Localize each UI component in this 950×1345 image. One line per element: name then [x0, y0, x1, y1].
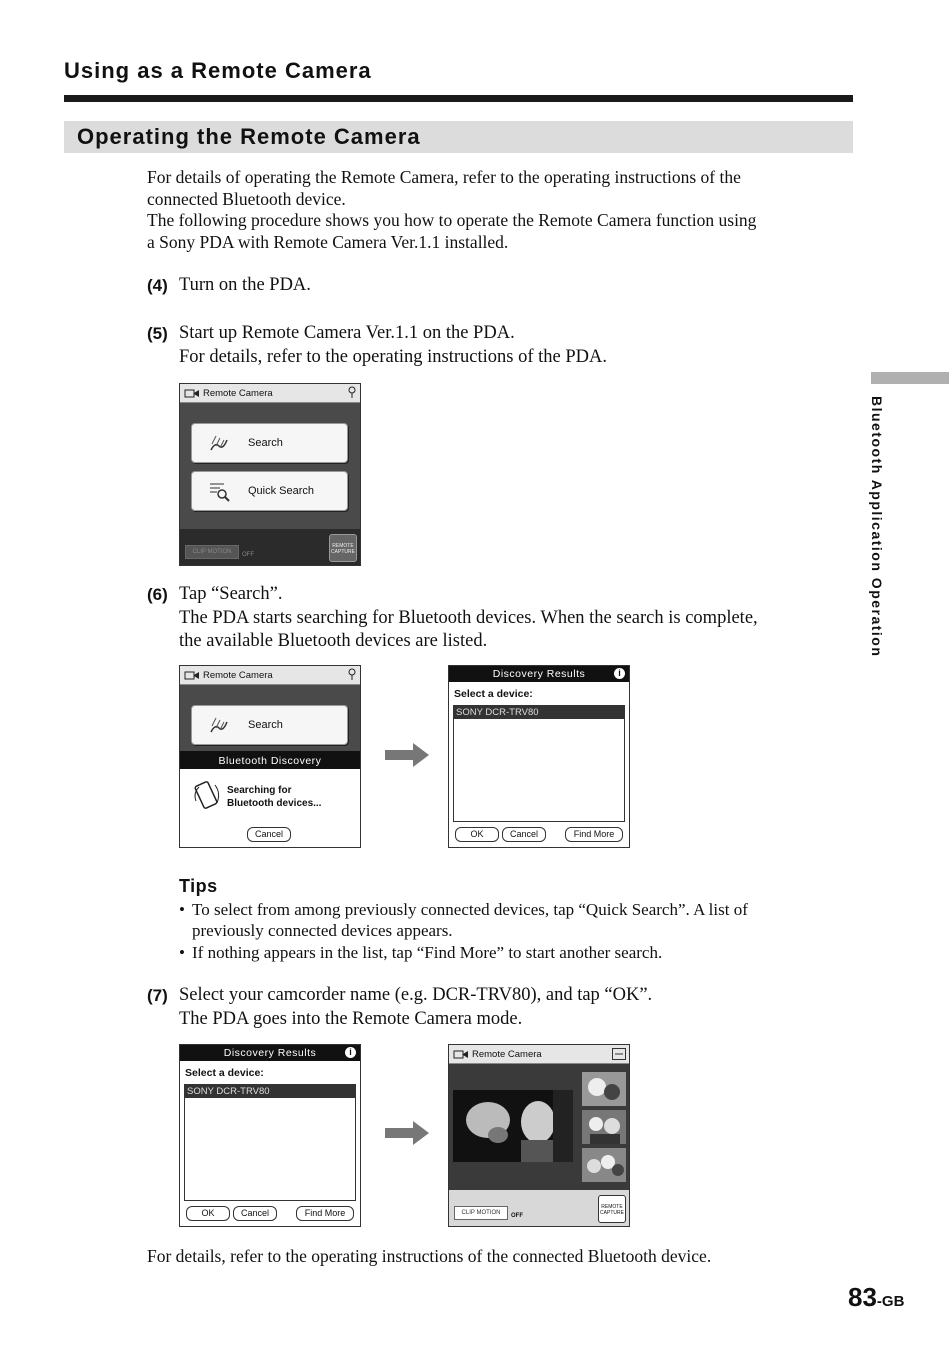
- capture-label: CAPTURE: [331, 549, 355, 555]
- cancel-button[interactable]: Cancel: [233, 1206, 277, 1221]
- searching-line: Searching for: [227, 785, 292, 796]
- camera-icon: [453, 1048, 469, 1060]
- bt-discovery-dialog: [180, 751, 360, 847]
- find-more-button[interactable]: Find More: [296, 1206, 354, 1221]
- pda-searching-icon: [193, 779, 223, 813]
- quick-search-icon: [208, 480, 230, 502]
- pda-body: [449, 1064, 629, 1190]
- bluetooth-icon: [348, 668, 356, 681]
- page-number-value: 83: [848, 1282, 877, 1312]
- pda-screen-main: [179, 383, 361, 566]
- cancel-button[interactable]: Cancel: [247, 827, 291, 842]
- ok-button[interactable]: OK: [186, 1206, 230, 1221]
- exit-icon[interactable]: [612, 1048, 626, 1060]
- pda-title-bar: [180, 384, 360, 403]
- side-label: Bluetooth Application Operation: [869, 396, 885, 658]
- clip-motion-status: OFF: [242, 552, 254, 558]
- subsection-title: Operating the Remote Camera: [77, 124, 421, 149]
- pda-app-title: Remote Camera: [203, 388, 273, 399]
- device-list: [184, 1084, 356, 1201]
- capture-label: CAPTURE: [600, 1210, 624, 1216]
- tip-line: If nothing appears in the list, tap “Find More” to start another search.: [192, 943, 663, 962]
- footer-text: For details, refer to the operating instructions of the connected Bluetooth device.: [147, 1246, 712, 1266]
- bluetooth-icon: [348, 386, 356, 399]
- page-number-suffix: -GB: [876, 1293, 905, 1310]
- pda-app-title: Remote Camera: [203, 670, 273, 681]
- tip-line: previously connected devices appears.: [192, 921, 453, 940]
- camera-icon: [184, 387, 200, 399]
- tip-item: [179, 899, 849, 941]
- intro-line: For details of operating the Remote Camera, refer to the operating instructions of the: [147, 167, 741, 187]
- camera-icon: [184, 669, 200, 681]
- pda-body: [180, 403, 360, 529]
- remote-capture-button[interactable]: [598, 1195, 626, 1223]
- info-icon[interactable]: i: [614, 668, 625, 679]
- find-more-button[interactable]: Find More: [565, 827, 623, 842]
- select-device-label: Select a device:: [185, 1067, 264, 1079]
- step-number: (6): [147, 585, 168, 604]
- step-line: the available Bluetooth devices are listed.: [179, 631, 488, 651]
- pda-screen-remote-mode: [448, 1044, 630, 1227]
- clip-motion-button[interactable]: CLIP MOTION: [185, 545, 239, 559]
- clip-motion-status: OFF: [511, 1213, 523, 1219]
- pda-body: [180, 685, 360, 751]
- search-button-label: Search: [248, 719, 283, 731]
- info-icon[interactable]: i: [345, 1047, 356, 1058]
- tip-item: [179, 942, 849, 963]
- step-line: The PDA starts searching for Bluetooth devices. When the search is complete,: [179, 607, 758, 628]
- pda-screen-results: [448, 665, 630, 848]
- step-line: For details, refer to the operating instructions of the PDA.: [179, 346, 607, 367]
- intro-line: connected Bluetooth device.: [147, 188, 346, 209]
- searching-text: [227, 784, 321, 810]
- pda-screen-discovery: [179, 665, 361, 848]
- intro-line: The following procedure shows you how to operate the Remote Camera function using: [147, 210, 757, 230]
- pda-screen-results-select: [179, 1044, 361, 1227]
- page-number: [848, 1282, 904, 1313]
- step-line: Select your camcorder name (e.g. DCR-TRV80), and tap “OK”.: [179, 985, 653, 1005]
- step-number: (5): [147, 324, 168, 343]
- device-list: [453, 705, 625, 822]
- search-wave-icon: [208, 432, 230, 454]
- pda-bottom-bar: [449, 1190, 629, 1226]
- quick-search-button[interactable]: [191, 471, 348, 511]
- live-preview-image: [453, 1090, 573, 1162]
- cancel-button[interactable]: Cancel: [502, 827, 546, 842]
- quick-search-label: Quick Search: [248, 485, 315, 497]
- step-text: [179, 984, 652, 1031]
- searching-line: Bluetooth devices...: [227, 798, 322, 809]
- pda-title-bar: [180, 666, 360, 685]
- step-number: (7): [147, 986, 168, 1005]
- thumbnail-image[interactable]: [582, 1148, 626, 1182]
- search-button[interactable]: [191, 705, 348, 745]
- step-text: [179, 583, 758, 654]
- intro-paragraph: [147, 167, 852, 253]
- device-list-item[interactable]: SONY DCR-TRV80: [185, 1085, 355, 1098]
- device-list-item[interactable]: SONY DCR-TRV80: [454, 706, 624, 719]
- step-line: The PDA goes into the Remote Camera mode.: [179, 1008, 523, 1029]
- capture-label: REMOTE: [332, 543, 354, 549]
- thumbnail-image[interactable]: [582, 1110, 626, 1144]
- clip-motion-button[interactable]: CLIP MOTION: [454, 1206, 508, 1220]
- dialog-title: Discovery Results: [449, 666, 629, 682]
- search-wave-icon: [208, 714, 230, 736]
- pda-bottom-bar: [180, 529, 360, 565]
- pda-app-title: Remote Camera: [472, 1049, 542, 1060]
- title-rule: [64, 95, 853, 102]
- thumbnail-image[interactable]: [582, 1072, 626, 1106]
- ok-button[interactable]: OK: [455, 827, 499, 842]
- dialog-title: Bluetooth Discovery: [180, 753, 360, 769]
- tip-line: To select from among previously connected devices, tap “Quick Search”. A list of: [192, 900, 748, 919]
- search-button[interactable]: [191, 423, 348, 463]
- capture-label: REMOTE: [601, 1204, 623, 1210]
- side-tab: [871, 372, 949, 384]
- arrow-right-icon: [385, 743, 429, 767]
- tip-bullet: •: [179, 900, 185, 919]
- step-line: Tap “Search”.: [179, 584, 283, 604]
- pda-title-bar: [449, 1045, 629, 1064]
- tips-title: Tips: [179, 876, 218, 896]
- select-device-label: Select a device:: [454, 688, 533, 700]
- remote-capture-button[interactable]: [329, 534, 357, 562]
- step-line: Start up Remote Camera Ver.1.1 on the PDA.: [179, 323, 515, 343]
- section-title: Using as a Remote Camera: [64, 58, 372, 83]
- step-text: Turn on the PDA.: [179, 275, 311, 295]
- tip-bullet: •: [179, 943, 185, 962]
- step-number: (4): [147, 276, 168, 295]
- dialog-title: Discovery Results: [180, 1045, 360, 1061]
- intro-line: a Sony PDA with Remote Camera Ver.1.1 installed.: [147, 231, 509, 252]
- step-text: [179, 322, 607, 369]
- arrow-right-icon: [385, 1121, 429, 1145]
- search-button-label: Search: [248, 437, 283, 449]
